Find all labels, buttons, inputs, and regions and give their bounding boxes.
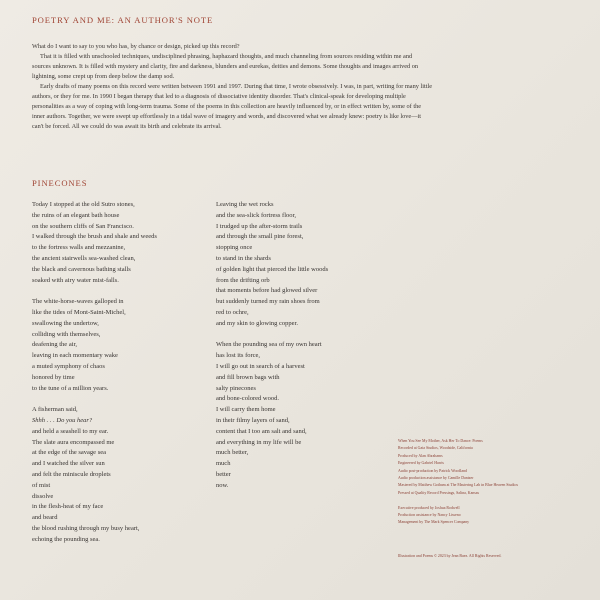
- poem-line: Leaving the wet rocks: [216, 201, 274, 208]
- poem-line: The white-horse-waves galloped in: [32, 298, 124, 306]
- poem-line: Today I stopped at the old Sutro stones,: [32, 201, 135, 208]
- poem-line: that moments before had glowed silver: [216, 287, 318, 295]
- poem-line: and everything in my life will be: [216, 438, 302, 446]
- poem-line: salty pinecones: [216, 384, 256, 392]
- poem-line: I will go out in search of a harvest: [216, 362, 305, 370]
- credit-line: Pressed at Quality Record Pressings, Salina, Kansas: [398, 490, 480, 495]
- poem-line: A fisherman said,: [32, 406, 78, 414]
- credit-line: When You See My Mother, Ask Her To Dance: Poems: [398, 439, 483, 443]
- poem-line: and bone-colored wood.: [216, 395, 279, 403]
- poem-line: but suddenly turned my rain shoes from: [216, 298, 320, 306]
- poem-line: to the fortress walls and mezzanine,: [32, 244, 126, 252]
- stanza-break: [216, 330, 328, 341]
- poem-line: has lost its force,: [216, 352, 261, 360]
- poem-line: in the flesh-heat of my face: [32, 503, 104, 511]
- credit-line: Engineered by Gabriel Harris: [398, 461, 444, 466]
- author-note-paragraph: Early drafts of many poems on this record were written between 1991 and 1997. During that time, I wrote obsessively. I was, in part, writing for many little authors, or they for me. In 1990 I began therapy that led to a diagnosis of dissociative identity disorder. That's clinical-speak for developing multiple personalities as a way of coping with long-term trauma. Some of the poems in this collection are heavily influenced by, or in effect written by, some of the inner authors. Together, we were swept up effortlessly in a tidal wave of imagery and words, and discovered what we already knew: poetry is like love—it can't be forced. All we could do was await its birth and celebrate its arrival.: [32, 83, 432, 130]
- credits-break: [398, 497, 588, 504]
- poem-line: and I watched the silver sun: [32, 460, 105, 468]
- poem-line: in their filmy layers of sand,: [216, 416, 290, 424]
- credit-line: Recorded at Gaia Studios, Woodside, California: [398, 446, 473, 451]
- credit-line: Audio post-production by Patrick Woodland: [398, 468, 467, 473]
- poem-line: much better,: [216, 449, 249, 457]
- author-note-paragraph: That it is filled with unschooled techniques, undisciplined phrasing, haphazard thoughts, and much channeling from sources residing within me and sources unknown. It is filled with mystery and clarity, fire and darkness, blunders and eurekas, deities and demons. Some thoughts and images arrived on lightning, some crept up from deep below the damp sod.: [32, 53, 419, 80]
- poem-line: leaving in each momentary wake: [32, 352, 118, 360]
- author-note-heading: POETRY AND ME: AN AUTHOR'S NOTE: [32, 15, 214, 25]
- credit-line: Mastered by Matthew Gotham at The Mastering Lab in Blue Heaven Studios: [398, 483, 518, 488]
- credit-line: Audio production assistance by Camille Dantzer: [398, 476, 474, 481]
- poem-line: and beard: [32, 514, 58, 522]
- poem-line: the black and cavernous bathing stalls: [32, 265, 131, 273]
- stanza-break: [32, 286, 157, 297]
- poem-line: Shhh . . . Do you hear?: [32, 416, 93, 424]
- poem-line: of mist: [32, 481, 51, 489]
- author-note-paragraph: What do I want to say to you who has, by chance or design, picked up this record?: [32, 43, 240, 50]
- poem-line: much: [216, 460, 231, 468]
- poem-line: The slate aura encompassed me: [32, 438, 115, 446]
- poem-line: and felt the miniscule droplets: [32, 470, 111, 478]
- poem-line: colliding with themselves,: [32, 330, 101, 338]
- poem-line: swallowing the undertow,: [32, 319, 99, 327]
- poem-line: dissolve: [32, 492, 54, 500]
- poem-line: echoing the pounding sea.: [32, 535, 100, 543]
- poem-line: stopping once: [216, 244, 253, 252]
- poem-line: like the tides of Mont-Saint-Michel,: [32, 308, 126, 316]
- poem-line: and the sea-slick fortress floor,: [216, 211, 297, 219]
- album-credits: [398, 438, 588, 560]
- poem-line: When the pounding sea of my own heart: [216, 341, 322, 349]
- poem-line: and fill brown bags with: [216, 373, 280, 381]
- credit-line: Executive produced by Joshua Rodwell: [398, 505, 460, 510]
- poem-title: PINECONES: [32, 178, 88, 188]
- copyright-line: Illustration and Poems © 2023 by Jean Baez. All Rights Reserved.: [398, 553, 502, 558]
- poem-line: to stand in the shards: [216, 254, 271, 262]
- poem-line: and held a seashell to my ear.: [32, 427, 109, 435]
- poem-line: at the edge of the savage sea: [32, 449, 106, 457]
- poem-column-left: [32, 200, 157, 546]
- poem-line: better: [216, 470, 231, 478]
- poem-line: a muted symphony of chaos: [32, 362, 105, 370]
- credit-line: Produced by Alan Abrahams: [398, 453, 443, 458]
- credit-line: Management by The Mark Spencer Company: [398, 520, 470, 525]
- poem-line: the ancient stairwells sea-washed clean,: [32, 254, 136, 262]
- poem-line: soaked with airy water mist-falls.: [32, 276, 119, 284]
- stanza-break: [32, 394, 157, 405]
- poem-line: on the southern cliffs of San Francisco.: [32, 222, 134, 230]
- poem-line: deafening the air,: [32, 341, 78, 349]
- poem-line: I trudged up the after-storm trails: [216, 222, 303, 230]
- poem-line: I will carry them home: [216, 406, 276, 414]
- poem-line: the blood rushing through my busy heart,: [32, 524, 140, 532]
- poem-line: and through the small pine forest,: [216, 233, 304, 241]
- poem-line: from the drifting orb: [216, 276, 270, 284]
- poem-line: I walked through the brush and shale and weeds: [32, 233, 157, 241]
- poem-line: content that I too am salt and sand,: [216, 427, 307, 435]
- poem-line: honored by time: [32, 373, 75, 381]
- poem-column-right: [216, 200, 328, 492]
- poem-line: to the tune of a million years.: [32, 384, 109, 392]
- credit-line: Production assistance by Nancy Lisseno: [398, 513, 461, 518]
- author-note-body: [32, 42, 432, 132]
- poem-line: and my skin to glowing copper.: [216, 319, 298, 327]
- poem-line: now.: [216, 481, 229, 489]
- poem-line: red to ochre,: [216, 308, 249, 316]
- poem-line: the ruins of an elegant bath house: [32, 211, 120, 219]
- poem-line: of golden light that pierced the little woods: [216, 265, 329, 273]
